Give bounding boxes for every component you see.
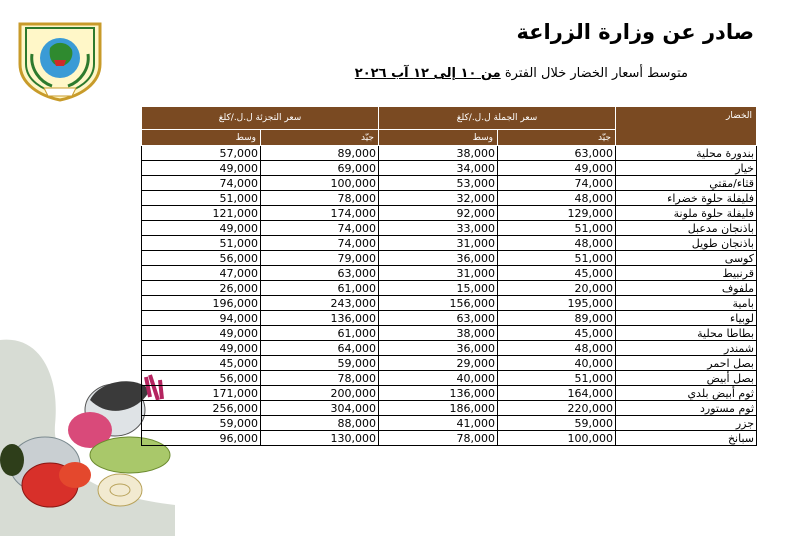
table-row <box>142 356 757 371</box>
retail-good-cell: 78,000 <box>261 371 379 386</box>
wholesale-medium-cell: 41,000 <box>379 416 498 431</box>
vegetable-name-cell: خيار <box>616 161 757 176</box>
vegetable-name-cell: فليفلة حلوة ملونة <box>616 206 757 221</box>
table-row <box>142 251 757 266</box>
table-row <box>142 326 757 341</box>
subtitle-period: من ١٠ إلى ١٢ آب ٢٠٢٦ <box>354 66 501 81</box>
vegetable-name-cell: ثوم أبيض بلدي <box>616 386 757 401</box>
wholesale-good-cell: 195,000 <box>498 296 616 311</box>
page-title: صادر عن وزارة الزراعة <box>516 20 754 44</box>
vegetable-name-cell: بصل أبيض <box>616 371 757 386</box>
wholesale-good-cell: 74,000 <box>498 176 616 191</box>
retail-medium-cell: 51,000 <box>142 191 261 206</box>
header-retail: سعر التجزئة ل.ل./كلغ <box>142 107 379 130</box>
wholesale-good-cell: 20,000 <box>498 281 616 296</box>
retail-good-cell: 136,000 <box>261 311 379 326</box>
vegetable-name-cell: لوبياء <box>616 311 757 326</box>
vegetable-name-cell: ثوم مستورد <box>616 401 757 416</box>
wholesale-medium-cell: 92,000 <box>379 206 498 221</box>
subtitle-prefix: متوسط أسعار الخضار خلال الفترة <box>504 66 688 81</box>
retail-medium-cell: 56,000 <box>142 251 261 266</box>
wholesale-medium-cell: 63,000 <box>379 311 498 326</box>
table-row <box>142 416 757 431</box>
wholesale-medium-cell: 186,000 <box>379 401 498 416</box>
retail-medium-cell: 59,000 <box>142 416 261 431</box>
retail-good-cell: 130,000 <box>261 431 379 446</box>
vegetable-name-cell: فليفلة حلوة خضراء <box>616 191 757 206</box>
wholesale-medium-cell: 156,000 <box>379 296 498 311</box>
table-row <box>142 386 757 401</box>
vegetable-name-cell: قثاء/مقتي <box>616 176 757 191</box>
table-row <box>142 191 757 206</box>
retail-medium-cell: 49,000 <box>142 221 261 236</box>
retail-good-cell: 61,000 <box>261 326 379 341</box>
vegetable-name-cell: بصل احمر <box>616 356 757 371</box>
wholesale-good-cell: 45,000 <box>498 326 616 341</box>
table-row <box>142 401 757 416</box>
vegetable-name-cell: كوسى <box>616 251 757 266</box>
vegetable-name-cell: قرنبيط <box>616 266 757 281</box>
retail-good-cell: 174,000 <box>261 206 379 221</box>
prices-table <box>141 106 757 446</box>
retail-medium-cell: 51,000 <box>142 236 261 251</box>
retail-medium-cell: 49,000 <box>142 161 261 176</box>
retail-good-cell: 69,000 <box>261 161 379 176</box>
table-row <box>142 431 757 446</box>
vegetable-name-cell: شمندر <box>616 341 757 356</box>
table-row <box>142 146 757 161</box>
table-row <box>142 371 757 386</box>
retail-good-cell: 64,000 <box>261 341 379 356</box>
retail-good-cell: 304,000 <box>261 401 379 416</box>
wholesale-medium-cell: 78,000 <box>379 431 498 446</box>
wholesale-good-cell: 45,000 <box>498 266 616 281</box>
table-row <box>142 176 757 191</box>
vegetable-name-cell: ملفوف <box>616 281 757 296</box>
page-subtitle <box>355 66 688 81</box>
wholesale-medium-cell: 53,000 <box>379 176 498 191</box>
retail-good-cell: 78,000 <box>261 191 379 206</box>
retail-good-cell: 74,000 <box>261 236 379 251</box>
wholesale-good-cell: 48,000 <box>498 191 616 206</box>
retail-good-cell: 79,000 <box>261 251 379 266</box>
retail-medium-cell: 56,000 <box>142 371 261 386</box>
retail-medium-cell: 45,000 <box>142 356 261 371</box>
wholesale-good-cell: 129,000 <box>498 206 616 221</box>
wholesale-good-cell: 51,000 <box>498 221 616 236</box>
subheader-wholesale-good: جيّد <box>498 130 616 146</box>
wholesale-medium-cell: 36,000 <box>379 341 498 356</box>
vegetable-name-cell: بطاطا محلية <box>616 326 757 341</box>
vegetable-name-cell: بندورة محلية <box>616 146 757 161</box>
vegetable-name-cell: باذنجان مدعبل <box>616 221 757 236</box>
wholesale-medium-cell: 38,000 <box>379 326 498 341</box>
table-row <box>142 296 757 311</box>
retail-medium-cell: 57,000 <box>142 146 261 161</box>
retail-medium-cell: 49,000 <box>142 326 261 341</box>
vegetable-name-cell: سبانخ <box>616 431 757 446</box>
subheader-retail-medium: وسط <box>142 130 261 146</box>
wholesale-good-cell: 220,000 <box>498 401 616 416</box>
table-row <box>142 281 757 296</box>
wholesale-medium-cell: 136,000 <box>379 386 498 401</box>
wholesale-medium-cell: 34,000 <box>379 161 498 176</box>
retail-medium-cell: 94,000 <box>142 311 261 326</box>
wholesale-medium-cell: 33,000 <box>379 221 498 236</box>
wholesale-good-cell: 48,000 <box>498 341 616 356</box>
wholesale-good-cell: 100,000 <box>498 431 616 446</box>
ministry-logo <box>14 14 106 102</box>
retail-good-cell: 243,000 <box>261 296 379 311</box>
wholesale-good-cell: 89,000 <box>498 311 616 326</box>
wholesale-good-cell: 49,000 <box>498 161 616 176</box>
retail-good-cell: 88,000 <box>261 416 379 431</box>
retail-good-cell: 100,000 <box>261 176 379 191</box>
subheader-wholesale-medium: وسط <box>379 130 498 146</box>
wholesale-good-cell: 59,000 <box>498 416 616 431</box>
retail-medium-cell: 49,000 <box>142 341 261 356</box>
wholesale-good-cell: 51,000 <box>498 371 616 386</box>
retail-medium-cell: 171,000 <box>142 386 261 401</box>
retail-good-cell: 74,000 <box>261 221 379 236</box>
retail-good-cell: 63,000 <box>261 266 379 281</box>
retail-good-cell: 61,000 <box>261 281 379 296</box>
retail-medium-cell: 26,000 <box>142 281 261 296</box>
wholesale-medium-cell: 32,000 <box>379 191 498 206</box>
wholesale-medium-cell: 36,000 <box>379 251 498 266</box>
retail-medium-cell: 96,000 <box>142 431 261 446</box>
retail-medium-cell: 47,000 <box>142 266 261 281</box>
retail-good-cell: 89,000 <box>261 146 379 161</box>
wholesale-medium-cell: 38,000 <box>379 146 498 161</box>
table-row <box>142 311 757 326</box>
vegetable-name-cell: بامية <box>616 296 757 311</box>
vegetable-name-cell: باذنجان طويل <box>616 236 757 251</box>
retail-medium-cell: 196,000 <box>142 296 261 311</box>
table-row <box>142 341 757 356</box>
wholesale-medium-cell: 40,000 <box>379 371 498 386</box>
header-wholesale: سعر الجملة ل.ل./كلغ <box>379 107 616 130</box>
wholesale-medium-cell: 29,000 <box>379 356 498 371</box>
wholesale-good-cell: 48,000 <box>498 236 616 251</box>
table-row <box>142 221 757 236</box>
header-vegetables: الخضار <box>616 107 757 146</box>
subheader-retail-good: جيّد <box>261 130 379 146</box>
retail-medium-cell: 256,000 <box>142 401 261 416</box>
vegetable-name-cell: جزر <box>616 416 757 431</box>
retail-good-cell: 200,000 <box>261 386 379 401</box>
wholesale-good-cell: 40,000 <box>498 356 616 371</box>
wholesale-medium-cell: 31,000 <box>379 266 498 281</box>
wholesale-good-cell: 164,000 <box>498 386 616 401</box>
table-row <box>142 236 757 251</box>
wholesale-medium-cell: 31,000 <box>379 236 498 251</box>
wholesale-medium-cell: 15,000 <box>379 281 498 296</box>
table-row <box>142 266 757 281</box>
wholesale-good-cell: 63,000 <box>498 146 616 161</box>
retail-medium-cell: 121,000 <box>142 206 261 221</box>
table-row <box>142 206 757 221</box>
table-row <box>142 161 757 176</box>
retail-good-cell: 59,000 <box>261 356 379 371</box>
wholesale-good-cell: 51,000 <box>498 251 616 266</box>
retail-medium-cell: 74,000 <box>142 176 261 191</box>
